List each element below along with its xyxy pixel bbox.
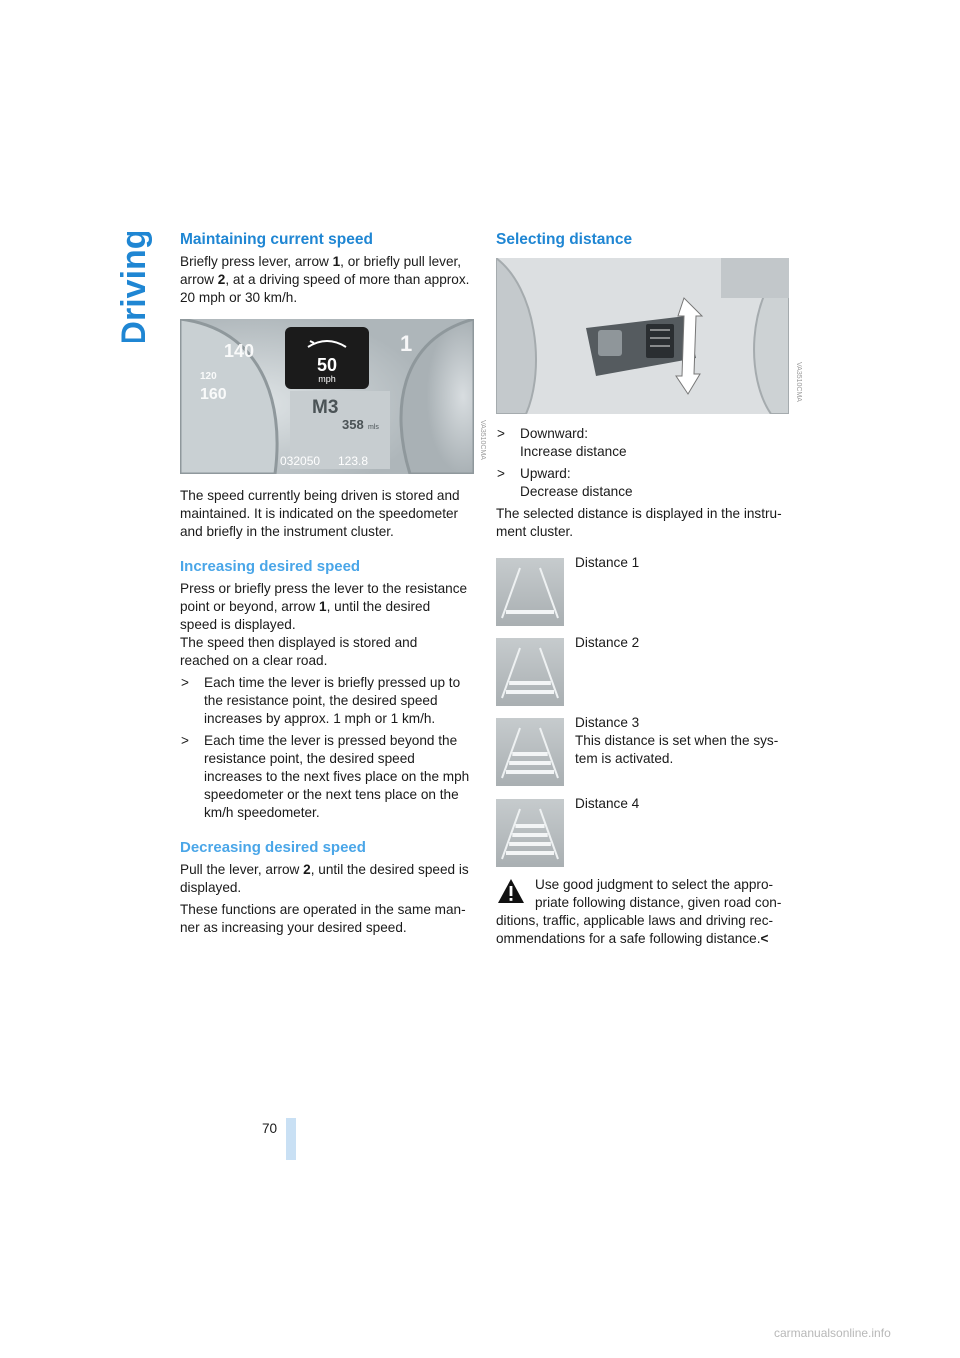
paragraph-selected-distance: The selected distance is displayed in the instru- ment cluster. [496, 506, 782, 539]
svg-text:140: 140 [224, 341, 255, 361]
cluster-trip: 123.8 [338, 454, 369, 468]
warning-paragraph: Use good judgment to select the appro- priate following distance, given road con- ditions, traffic, applicable laws and driving rec- ommendations for a safe following distance.< [496, 877, 782, 946]
distance-bar [512, 833, 547, 837]
section-title [112, 232, 156, 342]
distance-4-icon [496, 799, 564, 867]
paragraph-decrease: Pull the lever, arrow 2, until the desired speed is displayed. [180, 862, 469, 895]
distance-bar [506, 770, 554, 774]
distance-bar [512, 752, 547, 756]
distance-3-icon [496, 718, 564, 786]
distance-bar [515, 824, 544, 828]
paragraph-maintain: Briefly press lever, arrow 1, or briefly pull lever, arrow 2, at a driving speed of more than approx. 20 mph or 30 km/h. [180, 254, 470, 305]
svg-text:120: 120 [200, 371, 217, 382]
distance-bar [506, 610, 554, 614]
paragraph-stored: The speed currently being driven is stored and maintained. It is indicated on the speedometer and briefly in the instrument cluster. [180, 488, 460, 539]
paragraph-increase: Press or briefly press the lever to the resistance point or beyond, arrow 1, until the desired speed is displayed. The speed then displayed is stored and reached on a clear road. [180, 581, 468, 668]
cluster-gear: M3 [312, 397, 339, 418]
svg-text:160: 160 [200, 386, 227, 403]
distance-3-label: Distance 3 This distance is set when the sys- tem is activated. [575, 715, 779, 766]
page-bar [286, 1118, 296, 1160]
cluster-unit: mph [318, 374, 336, 384]
figure-code-2: VA3510CMA [795, 362, 802, 402]
distance-1-label: Distance 1 [575, 555, 640, 570]
distance-2-label: Distance 2 [575, 635, 640, 650]
heading-selecting-distance: Selecting distance [496, 231, 633, 248]
distance-bar [509, 842, 551, 846]
watermark: carmanualsonline.info [774, 1326, 891, 1340]
distance-1-icon [496, 558, 564, 626]
heading-maintaining-speed: Maintaining current speed [180, 231, 373, 248]
heading-increasing-speed: Increasing desired speed [180, 558, 361, 575]
end-marker: < [760, 931, 769, 946]
cluster-odometer: 032050 [280, 454, 321, 468]
distance-2-icon [496, 638, 564, 706]
distance-3-note: This distance is set when the sys- [575, 733, 779, 748]
figure-code: VA3510CMA [479, 420, 486, 460]
cluster-range: 358 [342, 417, 364, 432]
instrument-cluster-image [180, 319, 474, 474]
page-number: 70 [262, 1121, 278, 1136]
distance-lever-image [496, 258, 789, 414]
cluster-range-unit: mls [368, 424, 379, 431]
svg-text:1: 1 [400, 331, 413, 356]
distance-4-label: Distance 4 [575, 796, 640, 811]
section-title-text: Driving [115, 232, 153, 342]
distance-bar [506, 851, 554, 855]
distance-bar [509, 681, 551, 685]
distance-bar [506, 690, 554, 694]
heading-decreasing-speed: Decreasing desired speed [180, 839, 366, 856]
cluster-speed: 50 [316, 355, 338, 375]
distance-bar [509, 761, 551, 765]
paragraph-functions: These functions are operated in the same man- ner as increasing your desired speed. [180, 902, 466, 935]
